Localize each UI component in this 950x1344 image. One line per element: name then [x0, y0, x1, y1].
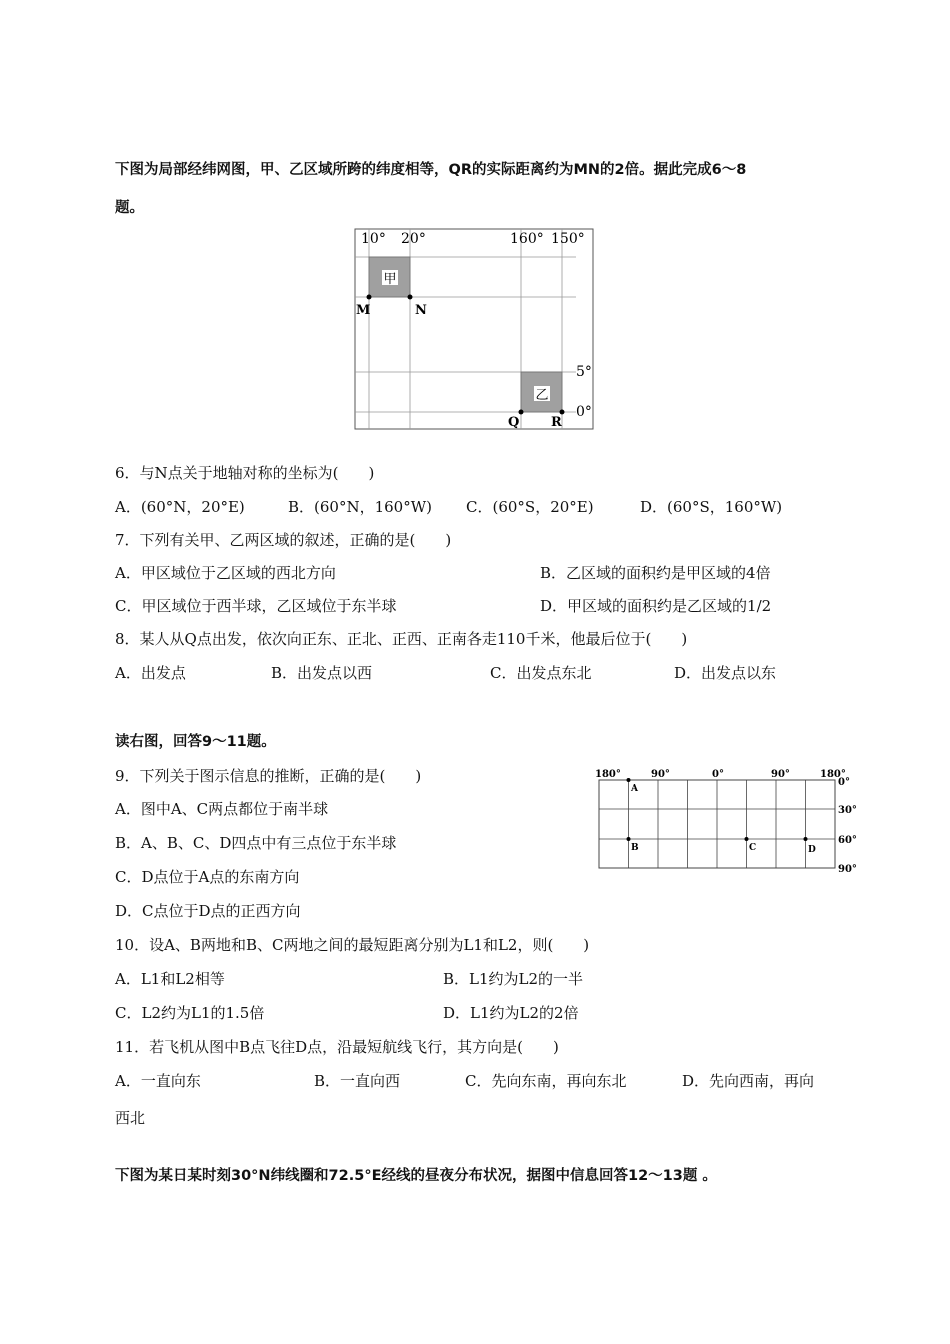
q10-option-c[interactable]: C．L2约为L1的1.5倍 [115, 1004, 265, 1022]
region-yi-label: 乙 [535, 388, 549, 403]
lat-label-0: 0° [576, 404, 592, 420]
q11-option-d[interactable]: D．先向西南，再向 [682, 1072, 815, 1090]
q7-option-d[interactable]: D．甲区域的面积约是乙区域的1/2 [540, 597, 772, 615]
q8-option-b[interactable]: B．出发点以西 [271, 664, 373, 682]
lon-label-20: 20° [401, 231, 426, 247]
lon-label-0: 0° [712, 769, 724, 780]
q11-stem: 11．若飞机从图中B点飞往D点，沿最短航线飞行，其方向是( ) [115, 1038, 559, 1056]
q7-option-c[interactable]: C．甲区域位于西半球，乙区域位于东半球 [115, 597, 397, 615]
point-n [408, 295, 413, 300]
q8-option-a[interactable]: A．出发点 [115, 664, 186, 682]
point-r-label: R [551, 415, 562, 430]
point-d [804, 837, 808, 841]
point-a-label: A [631, 784, 638, 794]
point-m [367, 295, 372, 300]
graticule-figure-1 [354, 228, 594, 430]
q6-option-d[interactable]: D．(60°S，160°W) [640, 498, 783, 516]
section3-intro: 下图为某日某时刻30°N纬线圈和72.5°E经线的昼夜分布状况，据图中信息回答12～13题 。 [115, 1168, 717, 1184]
lat-label-60: 60° [838, 835, 857, 846]
q8-option-d[interactable]: D．出发点以东 [674, 664, 777, 682]
section2-intro: 读右图，回答9～11题。 [115, 734, 276, 750]
q9-option-c[interactable]: C．D点位于A点的东南方向 [115, 868, 300, 886]
q10-option-b[interactable]: B．L1约为L2的一半 [443, 970, 584, 988]
q6-option-c[interactable]: C．(60°S，20°E) [466, 498, 594, 516]
q6-option-a[interactable]: A．(60°N，20°E) [115, 498, 245, 516]
q11-option-c[interactable]: C．先向东南，再向东北 [465, 1072, 627, 1090]
q8-stem: 8．某人从Q点出发，依次向正东、正北、正西、正南各走110千米，他最后位于( ) [115, 630, 688, 648]
point-q-label: Q [508, 415, 520, 430]
point-c-label: C [749, 843, 757, 853]
q9-stem: 9．下列关于图示信息的推断，正确的是( ) [115, 767, 422, 785]
q7-stem: 7．下列有关甲、乙两区域的叙述，正确的是( ) [115, 531, 452, 549]
q10-stem: 10．设A、B两地和B、C两地之间的最短距离分别为L1和L2，则( ) [115, 936, 590, 954]
point-n-label: N [415, 303, 427, 318]
point-d-label: D [808, 845, 816, 855]
point-m-label: M [356, 303, 371, 318]
lat-label-0: 0° [838, 777, 850, 788]
q6-option-b[interactable]: B．(60°N，160°W) [288, 498, 432, 516]
q10-option-a[interactable]: A．L1和L2相等 [115, 970, 225, 988]
q11-option-d-continued: 西北 [115, 1109, 146, 1127]
region-jia-label: 甲 [383, 272, 397, 287]
q7-option-b[interactable]: B．乙区域的面积约是甲区域的4倍 [540, 564, 771, 582]
q8-option-c[interactable]: C．出发点东北 [490, 664, 592, 682]
section1-intro-line2: 题。 [115, 200, 144, 216]
lon-label-180e: 180° [820, 769, 846, 780]
section1-intro-line1: 下图为局部经纬网图，甲、乙区域所跨的纬度相等，QR的实际距离约为MN的2倍。据此完成6～8 [115, 162, 747, 178]
lat-label-90: 90° [838, 864, 857, 875]
q11-option-b[interactable]: B．一直向西 [314, 1072, 401, 1090]
q9-option-a[interactable]: A．图中A、C两点都位于南半球 [115, 800, 329, 818]
point-r [560, 410, 565, 415]
q6-stem: 6．与N点关于地轴对称的坐标为( ) [115, 464, 375, 482]
lon-label-90e: 90° [771, 769, 790, 780]
lat-label-5: 5° [576, 364, 592, 380]
lon-label-180w: 180° [595, 769, 621, 780]
q11-option-a[interactable]: A．一直向东 [115, 1072, 201, 1090]
lat-label-30: 30° [838, 805, 857, 816]
point-a [627, 778, 631, 782]
point-q [519, 410, 524, 415]
q10-option-d[interactable]: D．L1约为L2的2倍 [443, 1004, 579, 1022]
lon-label-10: 10° [361, 231, 386, 247]
point-b [627, 837, 631, 841]
point-b-label: B [631, 843, 639, 853]
lon-label-150: 150° [551, 231, 585, 247]
q9-option-d[interactable]: D．C点位于D点的正西方向 [115, 902, 301, 920]
lon-label-160: 160° [510, 231, 544, 247]
q9-option-b[interactable]: B．A、B、C、D四点中有三点位于东半球 [115, 834, 397, 852]
q7-option-a[interactable]: A．甲区域位于乙区域的西北方向 [115, 564, 336, 582]
point-c [745, 837, 749, 841]
graticule-figure-2 [592, 766, 862, 876]
lon-label-90w: 90° [651, 769, 670, 780]
